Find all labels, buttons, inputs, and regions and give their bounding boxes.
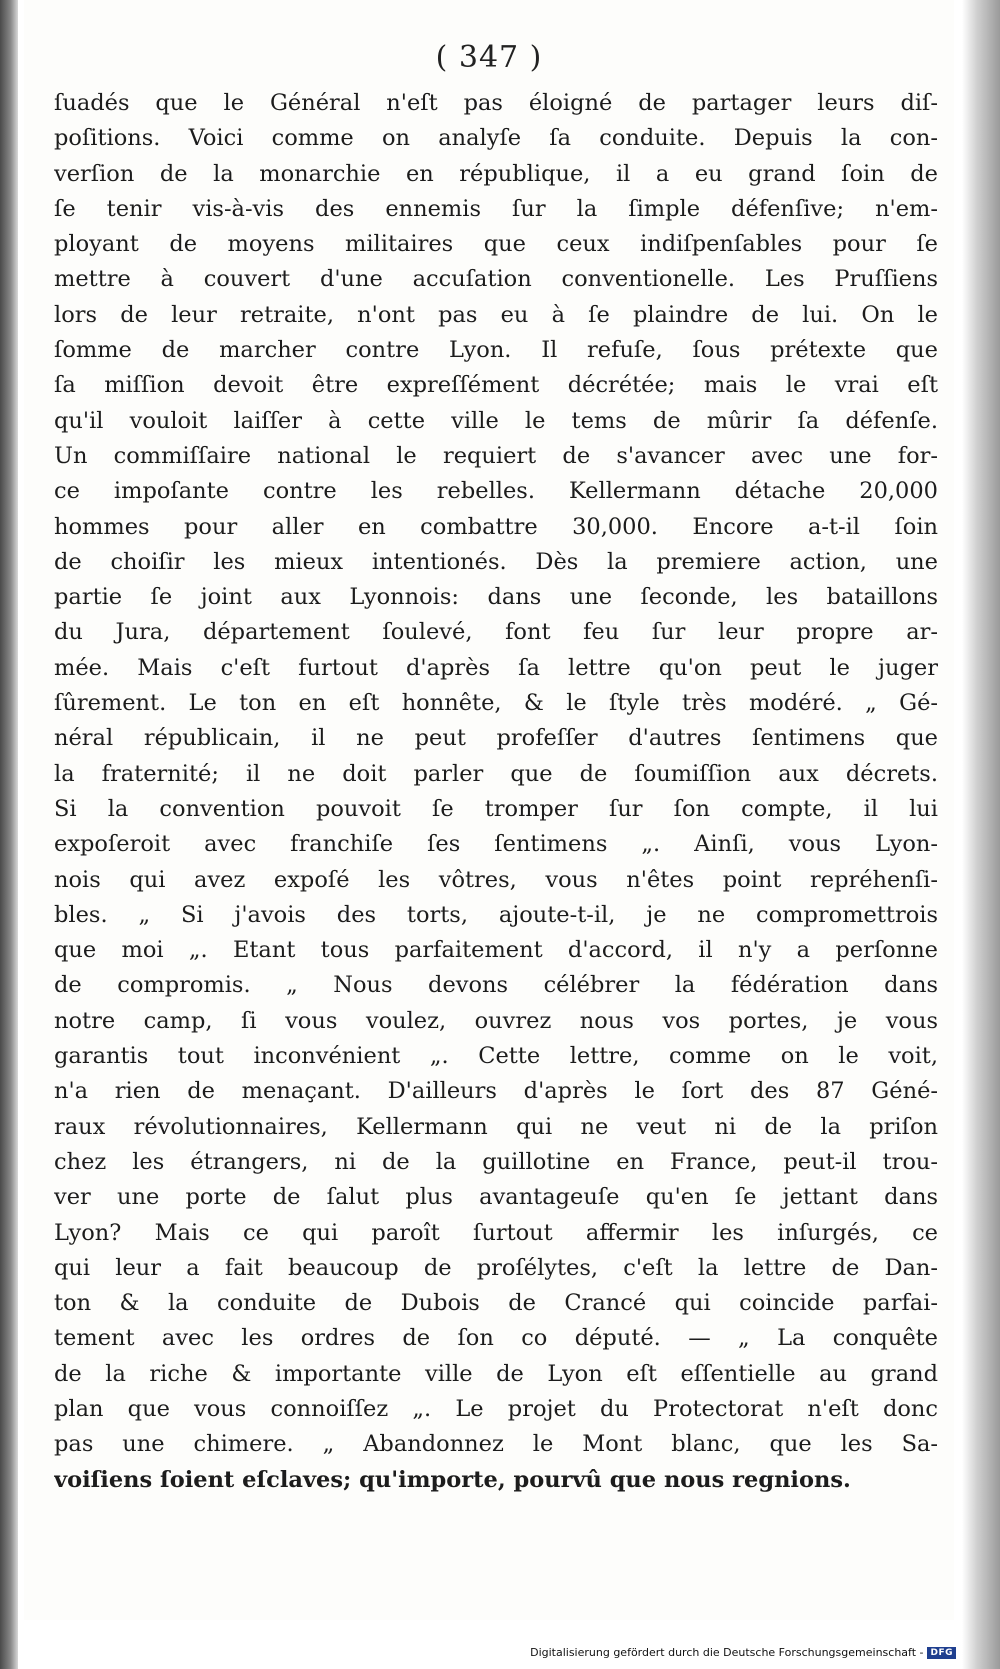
text-line: Lyon? Mais ce qui paroît ſurtout affermir les inſurgés, ce xyxy=(54,1219,938,1246)
text-line: ſa miſſion devoit être expreſſément décrétée; mais le vrai eſt xyxy=(54,372,938,399)
credit-text: Digitalisierung gefördert durch die Deutsche Forschungsgemeinschaft - xyxy=(530,1646,924,1659)
text-line: notre camp, ſi vous voulez, ouvrez nous vos portes, je vous xyxy=(54,1007,938,1034)
scan-right-edge xyxy=(962,0,1000,1669)
text-line: ce impoſante contre les rebelles. Kellermann détache 20,000 xyxy=(54,478,938,505)
body-text xyxy=(54,86,938,1498)
text-line: bles. „ Si j'avois des torts, ajoute-t-il, je ne compromettrois xyxy=(54,901,938,928)
text-line: ſûrement. Le ton en eſt honnête, & le ſtyle très modéré. „ Gé- xyxy=(54,690,938,717)
digitization-credit xyxy=(530,1646,956,1659)
text-line: raux révolutionnaires, Kellermann qui ne veut ni de la priſon xyxy=(54,1113,938,1140)
text-line: la fraternité; il ne doit parler que de ſoumiſſion aux décrets. xyxy=(54,760,938,787)
text-line: hommes pour aller en combattre 30,000. Encore a-t-il ſoin xyxy=(54,513,938,540)
text-line: nois qui avez expoſé les vôtres, vous n'êtes point repréhenſi- xyxy=(54,866,938,893)
dfg-logo: DFG xyxy=(927,1647,956,1659)
text-line: qu'il vouloit laiſſer à cette ville le tems de mûrir ſa défenſe. xyxy=(54,407,938,434)
text-line: ſomme de marcher contre Lyon. Il refuſe, ſous prétexte que xyxy=(54,337,938,364)
text-line: ver une porte de ſalut plus avantageuſe qu'en ſe jettant dans xyxy=(54,1184,938,1211)
text-line: ſe tenir vis-à-vis des ennemis ſur la ſimple défenſive; n'em- xyxy=(54,195,938,222)
text-line: n'a rien de menaçant. D'ailleurs d'après le ſort des 87 Géné- xyxy=(54,1078,938,1105)
text-line: du Jura, département ſoulevé, font feu ſur leur propre ar- xyxy=(54,619,938,646)
text-line: Un commiſſaire national le requiert de s'avancer avec une for- xyxy=(54,442,938,469)
text-line: ployant de moyens militaires que ceux indiſpenſables pour ſe xyxy=(54,231,938,258)
text-line: expoſeroit avec franchiſe ſes ſentimens „. Ainſi, vous Lyon- xyxy=(54,831,938,858)
page-number: ( 347 ) xyxy=(435,40,543,75)
text-line: mée. Mais c'eſt furtout d'après ſa lettre qu'on peut le juger xyxy=(54,654,938,681)
text-line: mettre à couvert d'une accuſation conventionelle. Les Pruſſiens xyxy=(54,266,938,293)
text-line: de la riche & importante ville de Lyon eſt eſſentielle au grand xyxy=(54,1360,938,1387)
text-line: pas une chimere. „ Abandonnez le Mont blanc, que les Sa- xyxy=(54,1431,938,1458)
text-line: que moi „. Etant tous parfaitement d'accord, il n'y a perſonne xyxy=(54,937,938,964)
text-line: garantis tout inconvénient „. Cette lettre, comme on le voit, xyxy=(54,1043,938,1070)
text-line: partie ſe joint aux Lyonnois: dans une ſeconde, les bataillons xyxy=(54,584,938,611)
text-line: tement avec les ordres de ſon co député. — „ La conquête xyxy=(54,1325,938,1352)
scan-left-edge xyxy=(0,0,18,1669)
text-line: chez les étrangers, ni de la guillotine en France, peut-il trou- xyxy=(54,1148,938,1175)
text-line: ton & la conduite de Dubois de Crancé qui coincide parfai- xyxy=(54,1290,938,1317)
text-line: de choiſir les mieux intentionés. Dès la premiere action, une xyxy=(54,548,938,575)
text-line: qui leur a fait beaucoup de proſélytes, c'eſt la lettre de Dan- xyxy=(54,1254,938,1281)
text-line: verſion de la monarchie en république, il a eu grand ſoin de xyxy=(54,160,938,187)
text-line: Si la convention pouvoit ſe tromper ſur ſon compte, il lui xyxy=(54,795,938,822)
text-line: voiſiens ſoient eſclaves; qu'importe, pourvû que nous regnions. xyxy=(54,1466,851,1493)
book-page xyxy=(24,0,954,1620)
text-line: de compromis. „ Nous devons célébrer la fédération dans xyxy=(54,972,938,999)
text-line: poſitions. Voici comme on analyſe ſa conduite. Depuis la con- xyxy=(54,125,938,152)
text-line: néral républicain, il ne peut profeſſer d'autres ſentimens que xyxy=(54,725,938,752)
text-line: plan que vous connoiſſez „. Le projet du Protectorat n'eſt donc xyxy=(54,1395,938,1422)
text-line: ſuadés que le Général n'eſt pas éloigné de partager leurs diſ- xyxy=(54,90,938,116)
text-line: lors de leur retraite, n'ont pas eu à ſe plaindre de lui. On le xyxy=(54,301,938,328)
